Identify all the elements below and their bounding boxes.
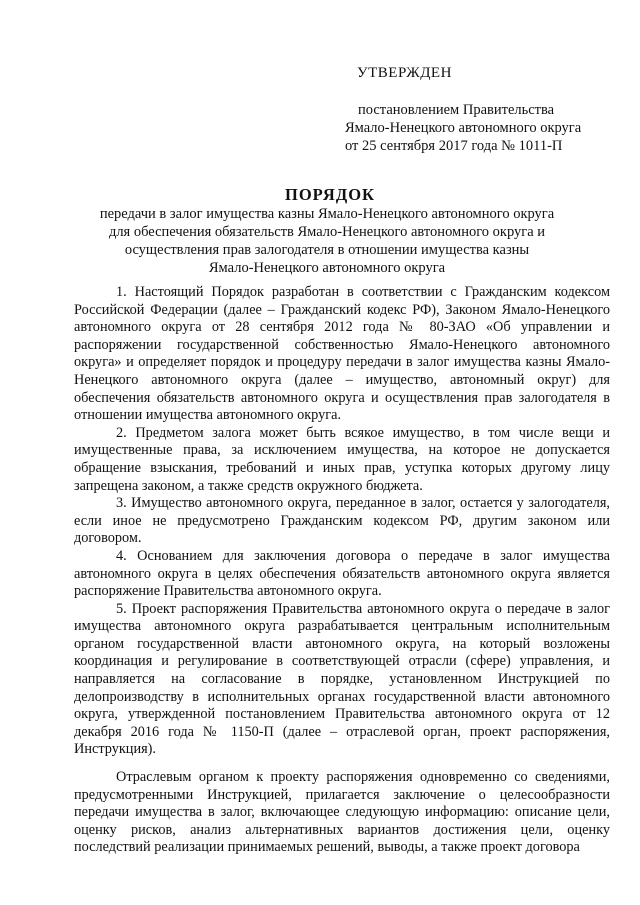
document-subtitle-line: передачи в залог имущества казны Ямало-Ненецкого автономного округа (99, 206, 555, 222)
document-subtitle-line: для обеспечения обязательств Ямало-Ненецкого автономного округа и (108, 224, 546, 240)
document-subtitle-line: Ямало-Ненецкого автономного округа (208, 260, 446, 276)
paragraph-5: 5. Проект распоряжения Правительства автономного округа о передаче в залог имущества автономного округа разрабатывается центральным исполнительным органом государственной власти автономного округа, на который возложены координация и регулирование в соответствующей отрасли (сфере) управления, и направляется на согласование в порядке, установленном Инструкцией по делопроизводству в исполнительных органах государственной власти автономного округа, утвержденной постановлением Правительства автономного округа от 12 декабря 2016 года № 1150-П (далее – отраслевой орган, проект распоряжения, Инструкция). (74, 600, 610, 758)
paragraph-3: 3. Имущество автономного округа, переданное в залог, остается у залогодателя, если иное не предусмотрено Гражданским кодексом РФ, другим законом или договором. (74, 495, 610, 547)
document-body (74, 284, 610, 857)
approval-line: постановлением Правительства (358, 102, 555, 118)
document-title: ПОРЯДОК (285, 185, 375, 204)
document-subtitle-line: осуществления прав залогодателя в отношении имущества казны (124, 242, 530, 258)
paragraph-4: 4. Основанием для заключения договора о передаче в залог имущества автономного округа в целях обеспечения обязательств автономного округа является распоряжение Правительства автономного округа. (74, 547, 610, 600)
paragraph-6: Отраслевым органом к проекту распоряжения одновременно со сведениями, предусмотренными Инструкцией, прилагается заключение о целесообразности передачи имущества в залог, включающее следующую информацию: описание цели, оценку рисков, анализ альтернативных вариантов достижения цели, оценку последствий реализации принимаемых решений, выводы, а также проект договора (74, 769, 610, 856)
approval-line: от 25 сентября 2017 года № 1011-П (345, 138, 563, 154)
paragraph-1: 1. Настоящий Порядок разработан в соответствии с Гражданским кодексом Российской Федерации (далее – Гражданский кодекс РФ), Законом Ямало-Ненецкого автономного округа от 28 сентября 2012 года № 80-ЗАО «Об управлении и распоряжении государственной собственностью Ямало-Ненецкого автономного округа» и определяет порядок и процедуру передачи в залог имущества казны Ямало-Ненецкого автономного округа (далее – имущество, автономный округ) для обеспечения обязательств автономного округа и осуществления прав залогодателя в отношении имущества автономного округа. (74, 284, 610, 424)
approval-line: Ямало-Ненецкого автономного округа (345, 120, 582, 136)
document-heading (0, 185, 640, 277)
approval-block (345, 64, 635, 155)
approved-title: УТВЕРЖДЕН (357, 65, 452, 81)
paragraph-2: 2. Предметом залога может быть всякое имущество, в том числе вещи и имущественные права, за исключением имущества, на которое не допускается обращение взыскания, требований и иных прав, уступка которых другому лицу запрещена законом, а также средств окружного бюджета. (74, 424, 610, 494)
